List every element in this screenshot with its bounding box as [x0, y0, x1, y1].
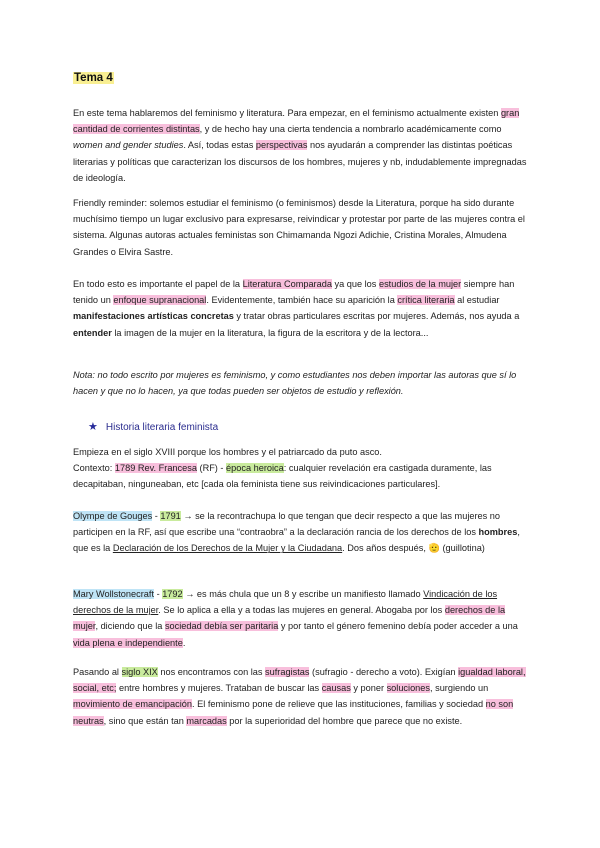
highlight: sociedad debía ser paritaria: [164, 621, 279, 632]
reminder-paragraph: Friendly reminder: solemos estudiar el feminismo (o feminismos) desde la Literatura, porque ha sido durante muchísimo tiempo un lugar exclusivo para expresarse, reivindicar y protestar por parte de las mujeres contra el sistema. Algunas autoras actuales feministas son Chimamanda Ngozi Adichie, Cristina Morales, Almudena Grandes o Elvira Sastre.: [73, 198, 525, 257]
highlight: 1792: [162, 589, 183, 599]
highlight: causas: [321, 683, 351, 694]
highlight: siglo XIX: [121, 667, 158, 677]
highlight: estudios de la mujer: [378, 279, 462, 289]
highlight: soluciones: [386, 683, 430, 694]
salute-emoji-icon: 🫡: [428, 543, 440, 554]
highlight: vida plena e independiente: [73, 637, 183, 648]
highlight: 1789 Rev. Francesa: [114, 463, 197, 474]
highlight: época heroica: [226, 463, 284, 474]
mary-paragraph: Mary Wollstonecraft - 1792 → es más chula que un 8 y escribe un manifiesto llamado Vindicación de los derechos de la mujer. Se lo aplica a ella y a todas las mujeres en general. Abogaba por los derechos de la mujer, diciendo que la sociedad debía ser paritaria y por tanto el género femenino debía poder acceder a una vida plena e independiente.: [73, 589, 518, 648]
highlight: gran cantidad de corrientes distintas: [73, 108, 520, 135]
highlight: enfoque supranacional: [113, 295, 207, 306]
highlight: movimiento de emancipación: [73, 699, 192, 710]
highlight: Olympe de Gouges: [73, 511, 153, 521]
highlight: marcadas: [186, 715, 227, 726]
comparada-paragraph: En todo esto es importante el papel de la Literatura Comparada ya que los estudios de la mujer siempre han tenido un enfoque supranacional. Evidentemente, también hace su aparición la crítica literaria al estudiar manifestaciones artísticas concretas y tratar obras particulares escritas por mujeres. Además, nos ayuda a entender la imagen de la mujer en la literatura, la figura de la escritora y de la lectora...: [73, 279, 520, 338]
highlight: sufragistas: [265, 667, 310, 677]
highlight: igualdad laboral, social, etc;: [73, 667, 526, 694]
highlight: 1791: [160, 511, 181, 521]
star-icon: ★: [88, 421, 98, 433]
page-title: Tema 4: [74, 72, 113, 84]
highlight: derechos de la mujer: [73, 605, 506, 632]
highlight: no son neutras: [73, 699, 514, 726]
highlight: Mary Wollstonecraft: [73, 589, 155, 599]
highlight: perspectivas: [255, 140, 308, 151]
highlight: crítica literaria: [397, 295, 455, 306]
intro-paragraph: En este tema hablaremos del feminismo y literatura. Para empezar, en el feminismo actualmente existen gran cantidad de corrientes distintas, y de hecho hay una cierta tendencia a nombrarlo académicamente como women and gender studies. Así, todas estas perspectivas nos ayudarán a comprender las distintas poéticas literarias y políticas que caracterizan los discursos de los hombres, mujeres y nb, indudablemente impregnadas de ideología.: [73, 108, 527, 183]
xix-paragraph: Pasando al siglo XIX nos encontramos con las sufragistas (sufragio - derecho a voto). Exigían igualdad laboral, social, etc; entre hombres y mujeres. Trataban de buscar las causas y poner soluciones, surgiendo un movimiento de emancipación. El feminismo pone de relieve que las instituciones, familias y sociedad no son neutras, sino que están tan marcadas por la superioridad del hombre que parece que no existe.: [73, 667, 526, 726]
section-heading: Historia literaria feminista: [105, 422, 219, 433]
section-bullet: [88, 420, 218, 433]
context-paragraph: Empieza en el siglo XVIII porque los hombres y el patriarcado da puto asco. Contexto: 1789 Rev. Francesa (RF) - época heroica: cualquier revelación era castigada duramente, las decapitaban, ninguneaban, etc [cada ola feminista tiene sus reivindicaciones particulares].: [73, 447, 492, 490]
note-paragraph: Nota: no todo escrito por mujeres es feminismo, y como estudiantes nos deben importar las autoras que sí lo hacen y que no lo hacen, ya que todas pueden ser objetos de estudio y reflexión.: [73, 370, 517, 397]
highlight: Literatura Comparada: [242, 279, 332, 289]
olympe-paragraph: Olympe de Gouges - 1791 → se la recontrachupa lo que tengan que decir respecto a que las mujeres no participen en la RF, así que escribe una “contraobra” a la declaración rancia de los derechos de los hombres, que es la Declaración de los Derechos de la Mujer y la Ciudadana. Dos años después, 🫡 (guillotina): [73, 511, 520, 554]
